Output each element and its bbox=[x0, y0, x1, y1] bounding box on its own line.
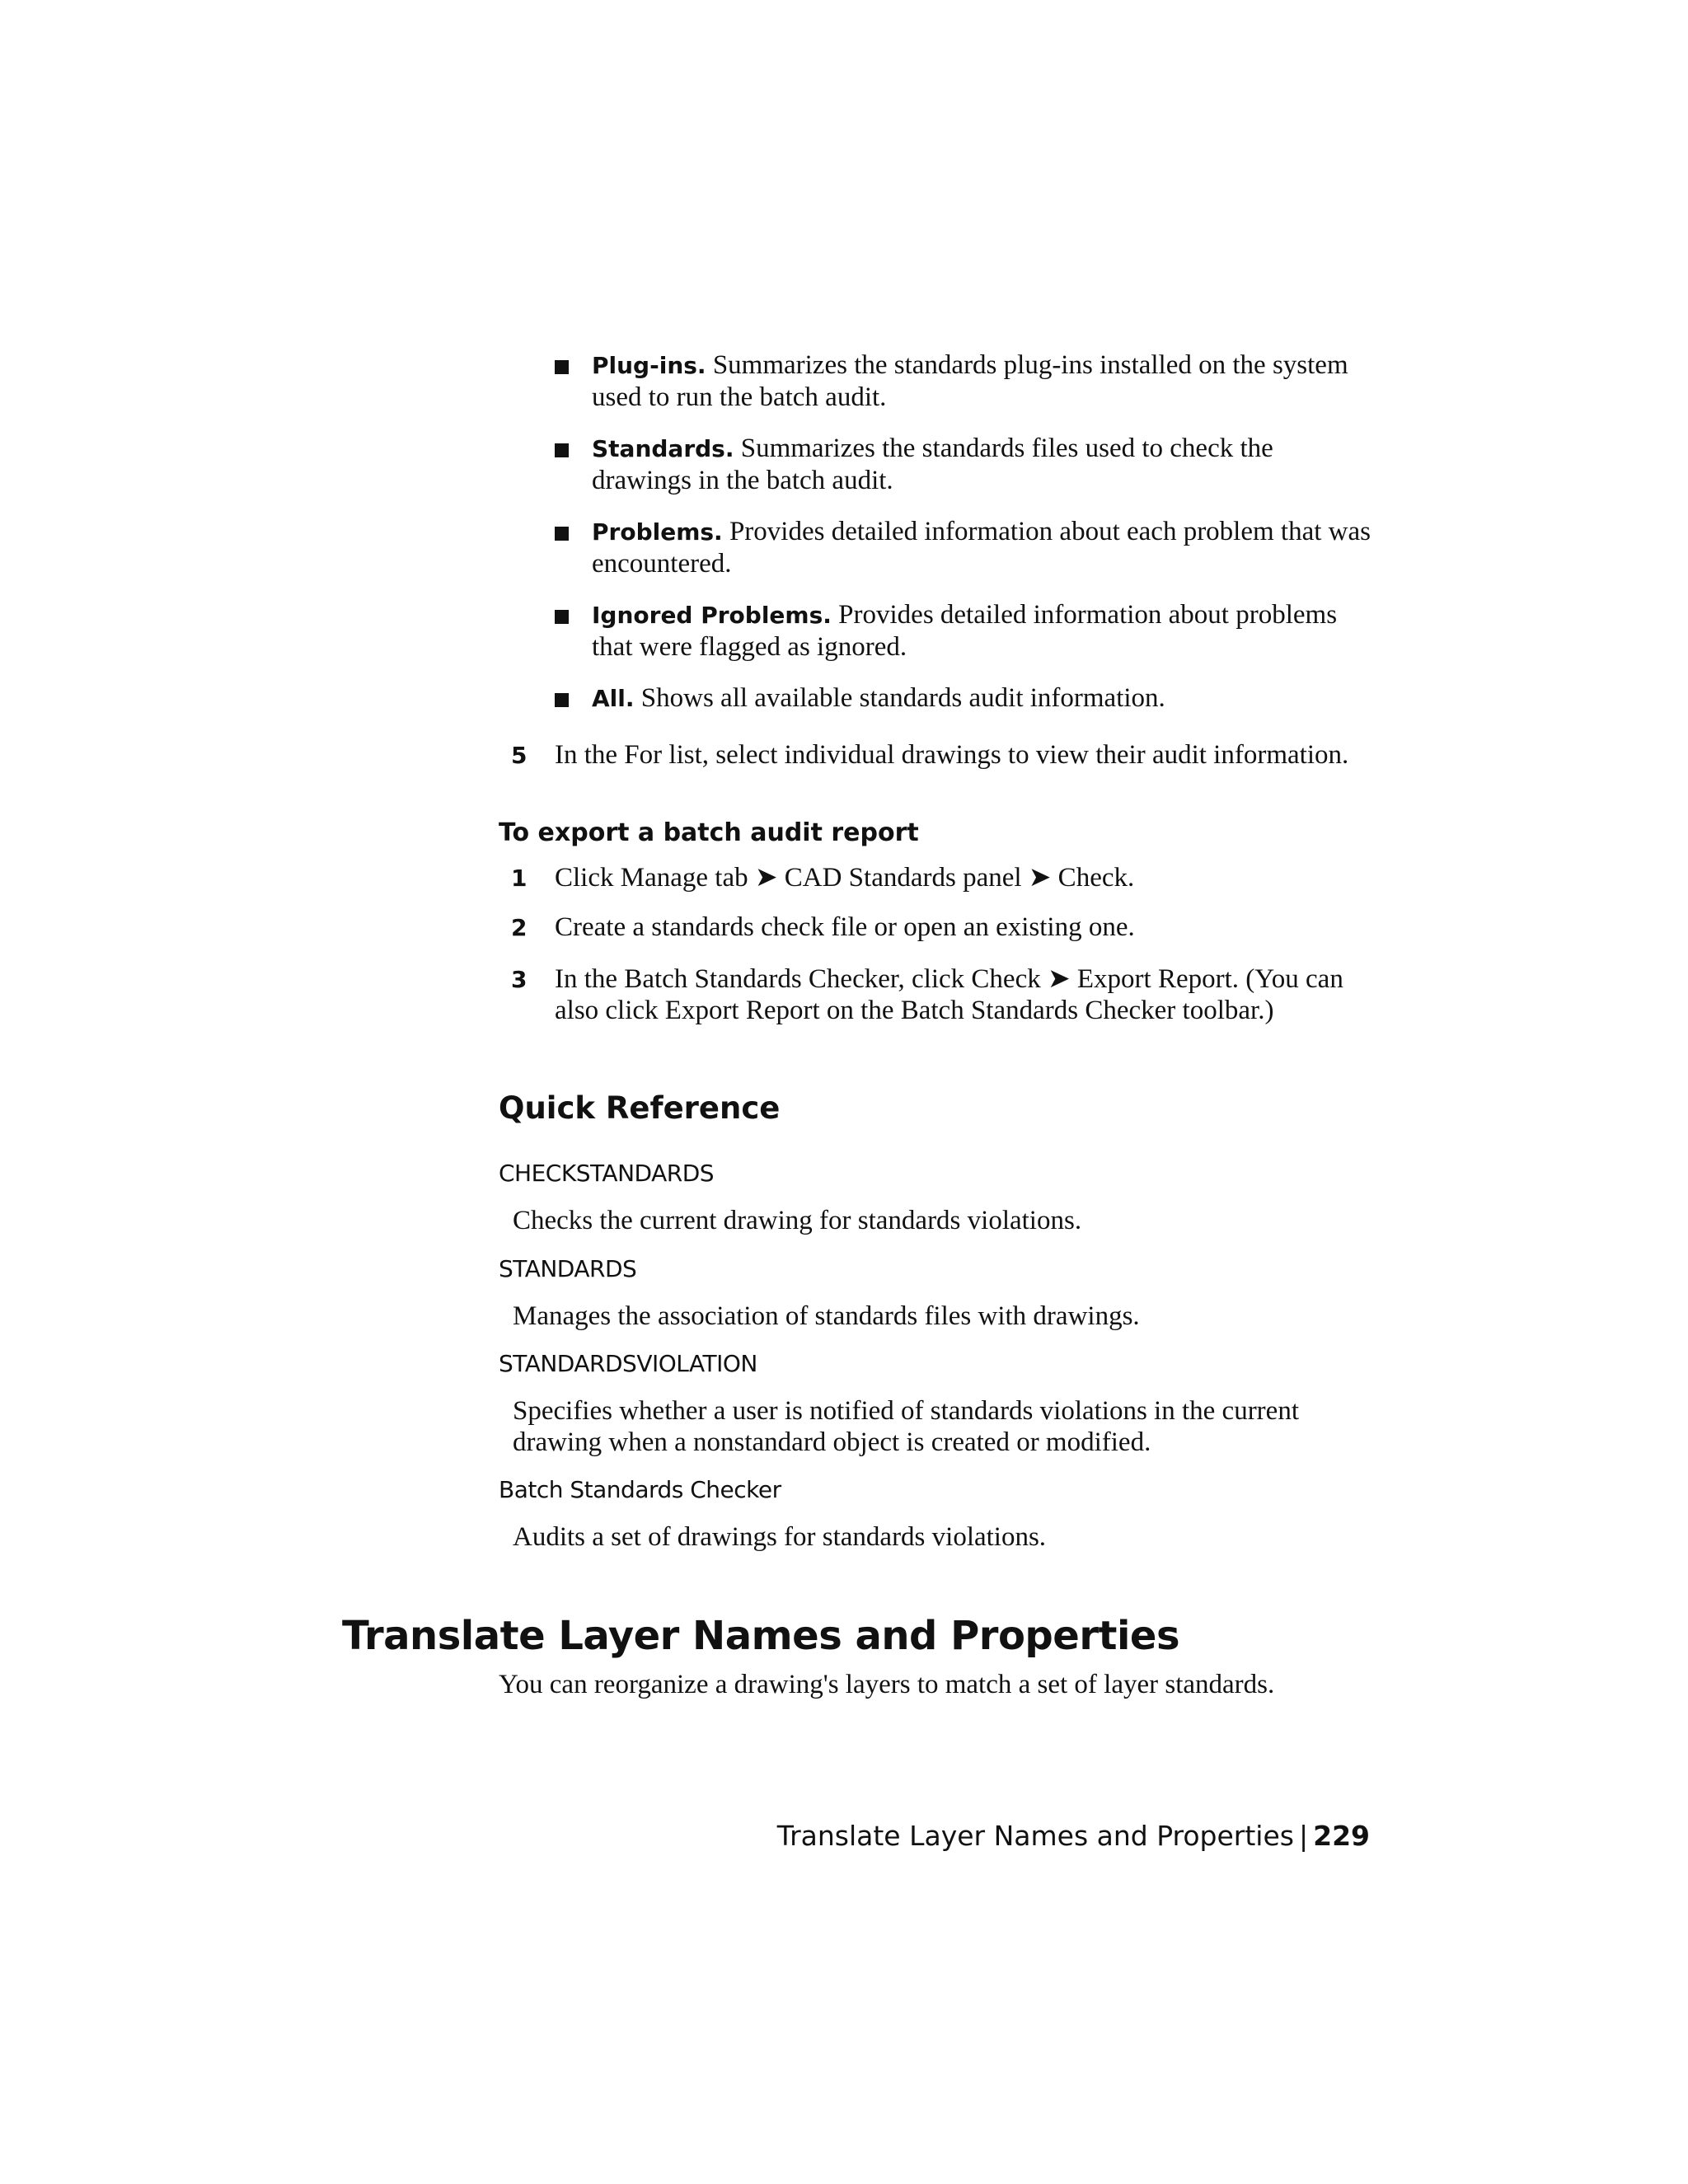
step-text: In the For list, select individual drawings to view their audit information. bbox=[555, 740, 1349, 770]
procedure-step-2 bbox=[511, 912, 1385, 943]
list-item bbox=[555, 349, 1379, 413]
bullet-text: Provides detailed information about problems that were flagged as ignored. bbox=[592, 600, 1338, 662]
square-bullet-icon bbox=[555, 360, 569, 374]
list-item bbox=[555, 433, 1379, 496]
list-item bbox=[555, 599, 1379, 663]
bullet-term: Plug-ins. bbox=[592, 352, 706, 379]
step-text: In the Batch Standards Checker, click Check ➤ Export Report. (You can also click Export Report on the Batch Standards Checker toolbar.) bbox=[555, 964, 1343, 1025]
page-footer bbox=[777, 1820, 1370, 1852]
bullet-term: Standards. bbox=[592, 435, 734, 462]
report-options-list bbox=[555, 349, 1379, 734]
qr-description: Checks the current drawing for standards violations. bbox=[513, 1206, 1082, 1235]
bullet-term: Problems. bbox=[592, 518, 723, 546]
page-number: 229 bbox=[1313, 1820, 1370, 1852]
section-heading: Translate Layer Names and Properties bbox=[342, 1613, 1180, 1659]
qr-description: Audits a set of drawings for standards violations. bbox=[513, 1522, 1047, 1552]
procedure-step-3 bbox=[511, 963, 1385, 1026]
square-bullet-icon bbox=[555, 693, 569, 707]
step-number: 2 bbox=[511, 914, 528, 941]
square-bullet-icon bbox=[555, 610, 569, 624]
footer-separator: | bbox=[1298, 1820, 1309, 1852]
step-text: Create a standards check file or open an existing one. bbox=[555, 912, 1135, 942]
bullet-text: Summarizes the standards files used to check the drawings in the batch audit. bbox=[592, 434, 1273, 495]
qr-term-standards[interactable]: STANDARDS bbox=[499, 1255, 637, 1282]
section-intro: You can reorganize a drawing's layers to match a set of layer standards. bbox=[499, 1670, 1275, 1699]
step-number: 5 bbox=[511, 742, 528, 769]
qr-description: Manages the association of standards files with drawings. bbox=[513, 1301, 1140, 1331]
qr-term-checkstandards[interactable]: CHECKSTANDARDS bbox=[499, 1160, 715, 1187]
quick-reference-heading: Quick Reference bbox=[499, 1090, 781, 1126]
step-number: 1 bbox=[511, 865, 528, 892]
qr-description: Specifies whether a user is notified of standards violations in the current drawing when a nonstandard object is created or modified. bbox=[513, 1396, 1299, 1457]
bullet-term: Ignored Problems. bbox=[592, 602, 832, 629]
bullet-text: Shows all available standards audit information. bbox=[640, 683, 1165, 713]
square-bullet-icon bbox=[555, 443, 569, 457]
bullet-text: Summarizes the standards plug-ins installed on the system used to run the batch audit. bbox=[592, 350, 1348, 412]
square-bullet-icon bbox=[555, 527, 569, 541]
qr-term-batch-standards-checker[interactable]: Batch Standards Checker bbox=[499, 1476, 781, 1503]
qr-term-standardsviolation[interactable]: STANDARDSVIOLATION bbox=[499, 1350, 757, 1377]
list-item bbox=[555, 682, 1379, 715]
step-5 bbox=[511, 739, 1385, 771]
procedure-heading: To export a batch audit report bbox=[499, 818, 919, 847]
step-text: Click Manage tab ➤ CAD Standards panel ➤ Check. bbox=[555, 863, 1135, 893]
bullet-term: All. bbox=[592, 685, 635, 712]
step-number: 3 bbox=[511, 966, 528, 993]
bullet-text: Provides detailed information about each problem that was encountered. bbox=[592, 517, 1371, 579]
list-item bbox=[555, 516, 1379, 579]
footer-title: Translate Layer Names and Properties bbox=[776, 1820, 1294, 1852]
procedure-step-1 bbox=[511, 862, 1385, 893]
